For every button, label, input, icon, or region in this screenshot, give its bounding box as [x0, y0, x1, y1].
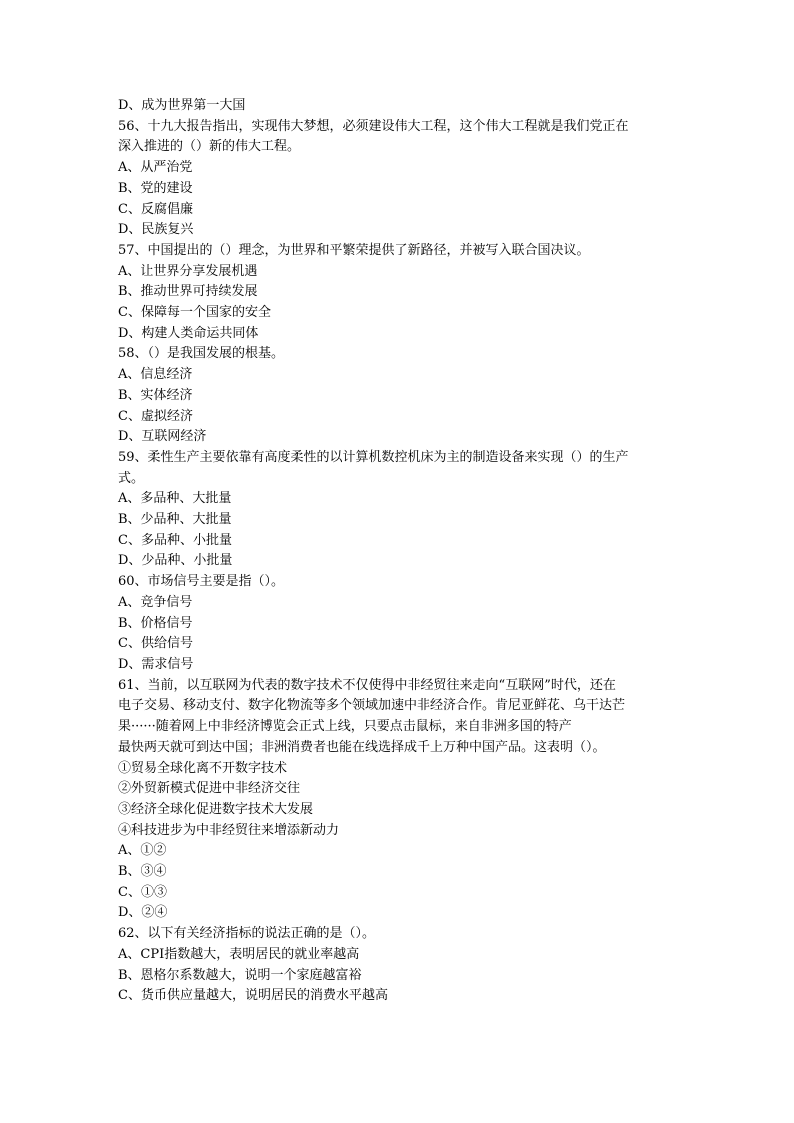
- statement-line: ④科技进步为中非经贸往来增添新动力: [118, 822, 340, 838]
- option-line: A、CPI指数越大，表明居民的就业率越高: [118, 946, 360, 962]
- option-line: C、保障每一个国家的安全: [118, 305, 271, 321]
- option-line: C、虚拟经济: [118, 408, 193, 424]
- option-line: B、价格信号: [118, 615, 193, 631]
- question-61-stem-cont: 果······随着网上中非经济博览会正式上线，只要点击鼠标，来自非洲多国的特产: [118, 719, 572, 735]
- question-62-stem: 62、以下有关经济指标的说法正确的是（）。: [118, 926, 376, 942]
- question-56-stem: 56、十九大报告指出，实现伟大梦想，必须建设伟大工程，这个伟大工程就是我们党正在: [118, 118, 629, 134]
- option-line: A、多品种、大批量: [118, 491, 232, 507]
- option-line: B、恩格尔系数越大，说明一个家庭越富裕: [118, 967, 362, 983]
- option-line: C、货币供应量越大，说明居民的消费水平越高: [118, 988, 388, 1004]
- question-60-stem: 60、市场信号主要是指（）。: [118, 574, 285, 590]
- option-line: D、②④: [118, 905, 168, 921]
- option-line: A、让世界分享发展机遇: [118, 263, 258, 279]
- question-56-stem-cont: 深入推进的（）新的伟大工程。: [118, 139, 301, 155]
- statement-line: ②外贸新模式促进中非经济交往: [118, 781, 301, 797]
- option-line: B、推动世界可持续发展: [118, 284, 258, 300]
- option-line: A、从严治党: [118, 160, 193, 176]
- option-line: D、少品种、小批量: [118, 553, 233, 569]
- statement-line: ①贸易全球化离不开数字技术: [118, 760, 288, 776]
- question-61-stem-cont: 最快两天就可到达中国；非洲消费者也能在线选择成千上万种中国产品。这表明（）。: [118, 739, 606, 755]
- option-line: A、竞争信号: [118, 594, 193, 610]
- option-line: D、互联网经济: [118, 429, 207, 445]
- option-line: C、多品种、小批量: [118, 532, 232, 548]
- text-line: D、成为世界第一大国: [118, 98, 246, 113]
- question-58-stem: 58、（）是我国发展的根基。: [118, 346, 285, 362]
- option-line: B、③④: [118, 864, 167, 880]
- option-line: C、供给信号: [118, 636, 193, 652]
- question-57-stem: 57、中国提出的（）理念，为世界和平繁荣提供了新路径，并被写入联合国决议。: [118, 242, 590, 258]
- question-61-stem-cont: 电子交易、移动支付、数字化物流等多个领域加速中非经济合作。肯尼亚鲜花、乌干达芒: [118, 698, 626, 714]
- option-line: C、①③: [118, 884, 167, 900]
- option-line: D、构建人类命运共同体: [118, 325, 259, 341]
- option-line: B、党的建设: [118, 180, 193, 196]
- option-line: C、反腐倡廉: [118, 201, 193, 217]
- question-59-stem-cont: 式。: [118, 470, 145, 486]
- option-line: A、信息经济: [118, 367, 193, 383]
- option-line: B、少品种、大批量: [118, 512, 232, 528]
- option-line: B、实体经济: [118, 387, 193, 403]
- option-line: D、需求信号: [118, 656, 194, 672]
- question-61-stem: 61、当前，以互联网为代表的数字技术不仅使得中非经贸往来走向“互联网”时代，还在: [118, 677, 616, 693]
- option-line: D、民族复兴: [118, 222, 194, 238]
- question-59-stem: 59、柔性生产主要依靠有高度柔性的以计算机数控机床为主的制造设备来实现（）的生产: [118, 449, 629, 465]
- document-page: [118, 96, 678, 1007]
- question-text-block: [118, 96, 678, 1007]
- option-line: A、①②: [118, 843, 167, 859]
- statement-line: ③经济全球化促进数字技术大发展: [118, 801, 314, 817]
